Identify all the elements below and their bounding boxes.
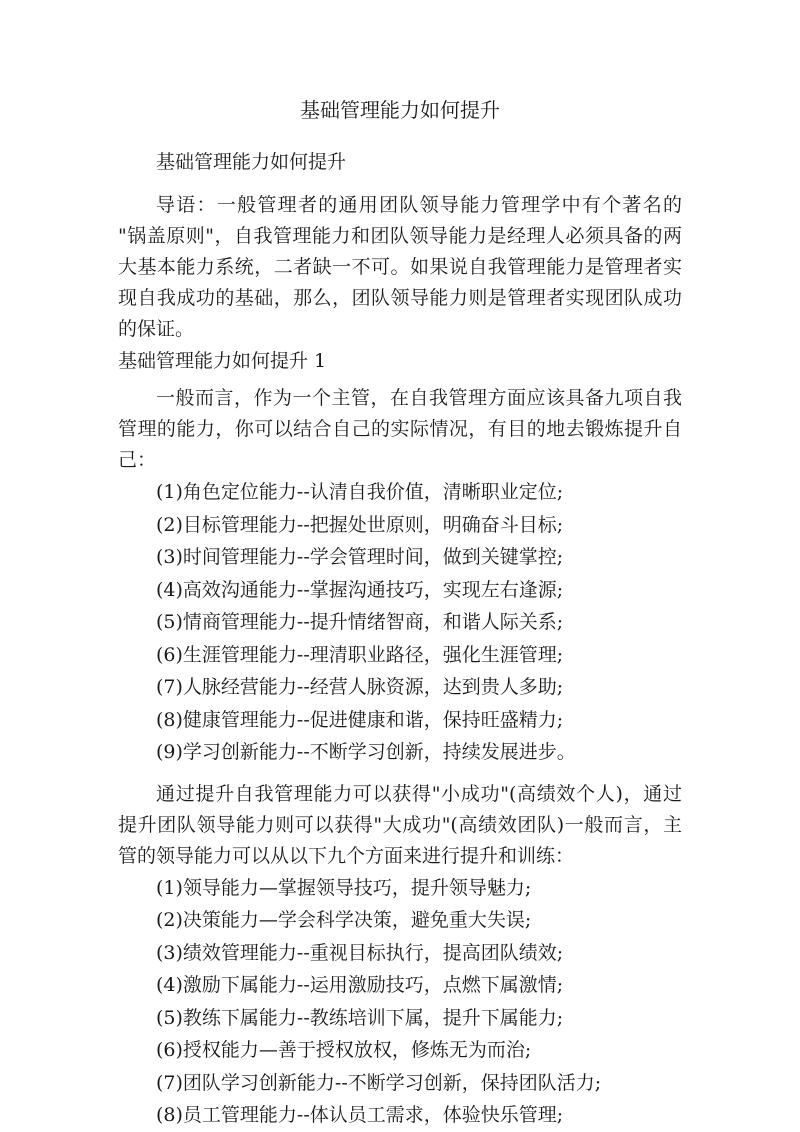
list-item: (4)激励下属能力--运用激励技巧，点燃下属激情; [156,974,564,996]
list-item: (4)高效沟通能力--掌握沟通技巧，实现左右逢源; [156,578,564,601]
list-item: (7)团队学习创新能力--不断学习创新，保持团队活力; [156,1071,602,1094]
list-item: (3)绩效管理能力--重视目标执行，提高团队绩效; [156,941,564,964]
list-item: (8)健康管理能力--促进健康和谐，保持旺盛精力; [156,708,564,731]
intro-paragraph: 导语：一般管理者的通用团队领导能力管理学中有个著名的 "锅盖原则"，自我管理能力和团队领导能力是经理人必须具备的两大基本能力系统，二者缺一不可。如果说自我管理能力是管理者实现自我成功的基础，那么，团队领导能力则是管理者实现团队成功的保证。 [118,194,682,340]
list-item: (2)决策能力—学会科学决策，避免重大失误; [156,909,532,931]
list-item: (8)员工管理能力--体认员工需求，体验快乐管理; [156,1104,564,1126]
section-intro-paragraph: 一般而言，作为一个主管，在自我管理方面应该具备九项自我管理的能力，你可以结合自己的实际情况，有目的地去锻炼提升自己： [118,387,682,471]
list-item: (1)领导能力—掌握领导技巧，提升领导魅力; [156,876,532,899]
list-item: (5)情商管理能力--提升情绪智商，和谐人际关系; [156,611,564,633]
list-item: (7)人脉经营能力--经营人脉资源，达到贵人多助; [156,676,564,698]
list-item: (6)授权能力—善于授权放权，修炼无为而治; [156,1039,532,1061]
list-item: (1)角色定位能力--认清自我价值，清晰职业定位; [156,481,564,503]
team-leadership-list [118,872,682,1132]
list-item: (6)生涯管理能力--理清职业路径，强化生涯管理; [156,643,564,666]
document-subtitle: 基础管理能力如何提升 [156,151,347,173]
list-item: (5)教练下属能力--教练培训下属，提升下属能力; [156,1006,564,1029]
self-management-list [118,476,682,769]
section-heading: 基础管理能力如何提升 1 [118,350,327,372]
list-item: (3)时间管理能力--学会管理时间，做到关键掌控; [156,546,564,568]
list-item: (9)学习创新能力--不断学习创新，持续发展进步。 [156,741,576,763]
team-intro-paragraph: 通过提升自我管理能力可以获得"小成功"(高绩效个人)，通过提升团队领导能力则可以获得"大成功"(高绩效团队)一般而言，主管的领导能力可以从以下九个方面来进行提升和训练： [118,782,682,867]
list-item: (2)目标管理能力--把握处世原则，明确奋斗目标; [156,513,564,536]
document-title: 基础管理能力如何提升 [300,98,500,122]
